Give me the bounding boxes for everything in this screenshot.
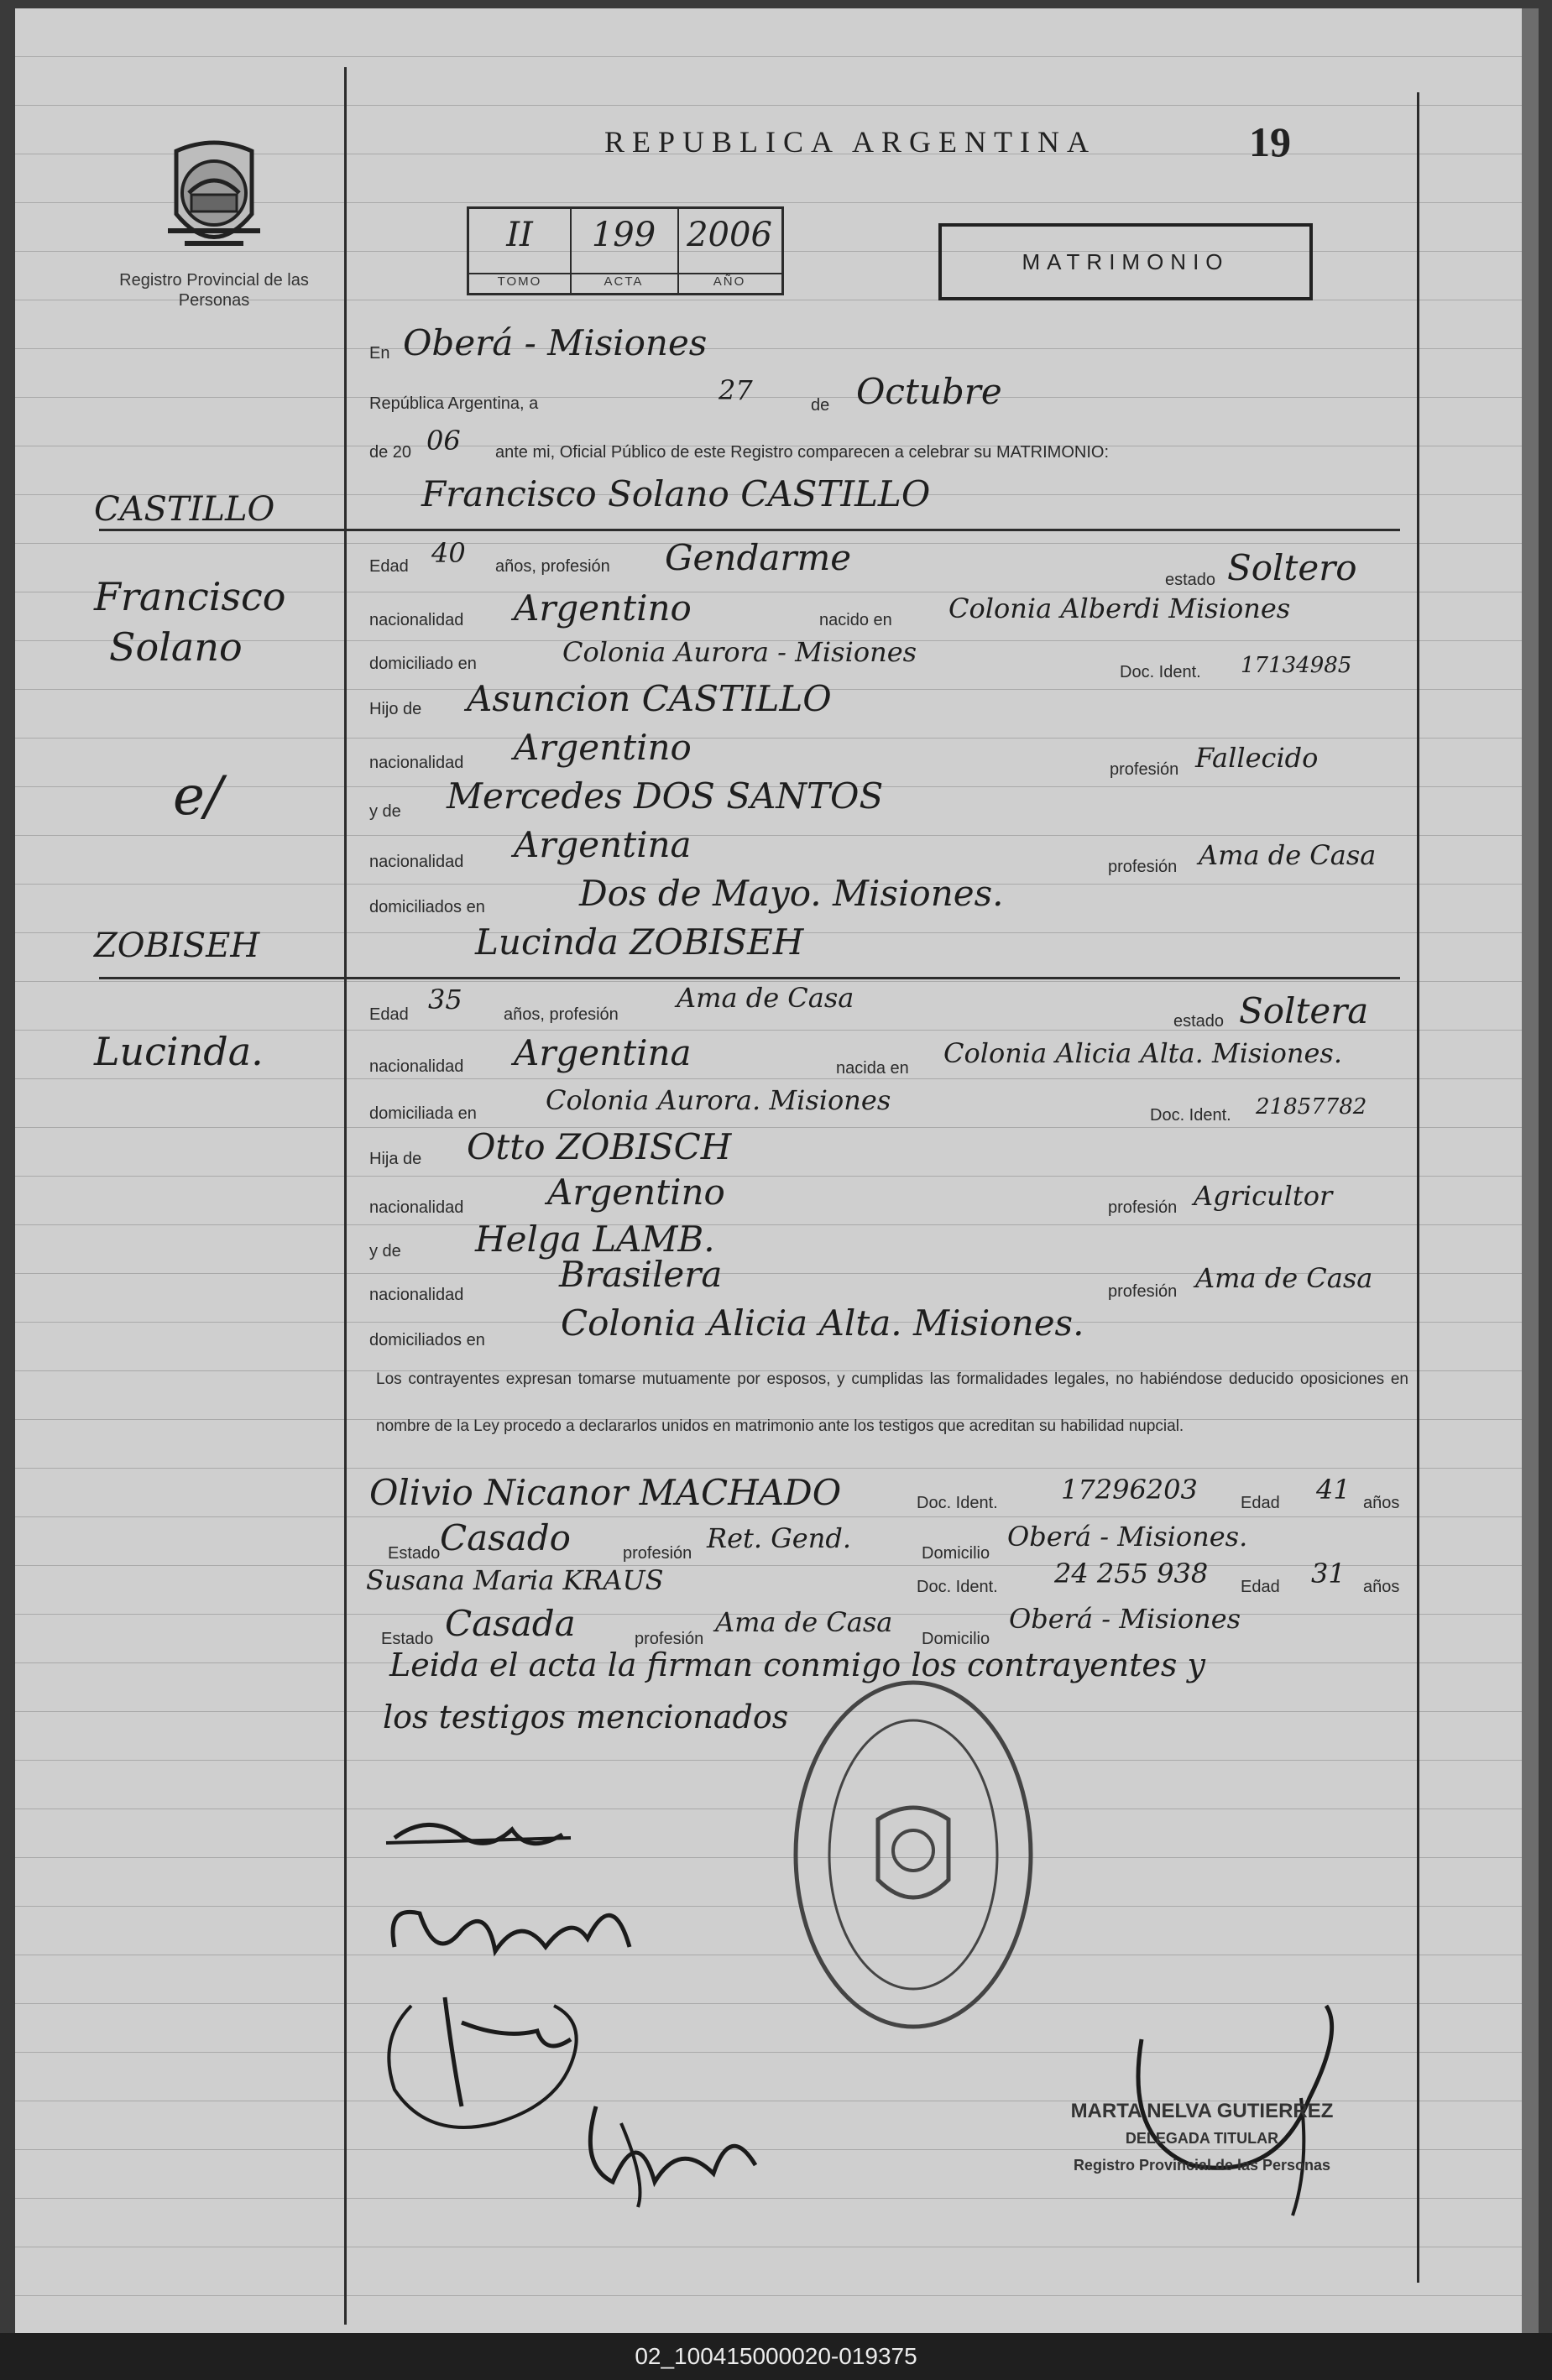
coat-of-arms-icon [151, 134, 277, 260]
groom-mother-name: Mercedes DOS SANTOS [447, 775, 884, 817]
bride-estado-label: estado [1173, 1012, 1225, 1031]
sidebar-groom-surname: CASTILLO [94, 490, 275, 529]
official-title-2: Registro Provincial de las Personas [1073, 2157, 1331, 2174]
tomo-cell [469, 209, 572, 293]
groom-birthplace: Colonia Alberdi Misiones [948, 592, 1291, 624]
witness-1-anios-label: años [1363, 1494, 1400, 1512]
country-title: REPUBLICA ARGENTINA [604, 125, 1097, 159]
groom-father-profession: Fallecido [1195, 742, 1319, 774]
closing-note-2: los testigos mencionados [383, 1699, 789, 1735]
en-label: En [369, 344, 390, 363]
witness-2-domicilio-label: Domicilio [922, 1630, 990, 1648]
acta-value: 199 [591, 216, 656, 254]
groom-full-name: Francisco Solano CASTILLO [421, 473, 931, 514]
witness-1-name: Olivio Nicanor MACHADO [369, 1472, 842, 1513]
ano-value: 2006 [687, 216, 772, 254]
page-number: 19 [1249, 118, 1291, 165]
acta-cell [570, 209, 679, 293]
groom-mother-nationality-label: nacionalidad [369, 853, 464, 871]
bride-parents-domicilio-label: domiciliados en [369, 1331, 485, 1349]
sidebar-conjunction: e/ [173, 765, 223, 827]
bride-hija-label: Hija de [369, 1150, 422, 1168]
bride-nationality: Argentina [514, 1032, 692, 1073]
groom-father-nationality-label: nacionalidad [369, 754, 464, 772]
closing-note-1: Leida el acta la firman conmigo los contrayentes y [389, 1647, 1205, 1683]
sidebar-groom-given-1: Francisco [94, 574, 286, 619]
groom-father-nationality: Argentino [514, 727, 692, 768]
year-suffix: 06 [426, 425, 461, 457]
tomo-value: II [506, 216, 533, 254]
day: 27 [719, 374, 753, 406]
bride-father-nationality: Argentino [547, 1172, 725, 1213]
document-type-box [938, 223, 1313, 300]
groom-parents-domicilio-label: domiciliados en [369, 898, 485, 916]
witness-1-civil-status: Casado [440, 1517, 571, 1558]
witness-1-edad-label: Edad [1241, 1494, 1280, 1512]
groom-hijo-label: Hijo de [369, 700, 422, 718]
registry-stamp [787, 1670, 1039, 2039]
bride-mother-nationality: Brasilera [559, 1254, 723, 1295]
bride-domicilio-label: domiciliada en [369, 1104, 477, 1123]
groom-domicilio-label: domiciliado en [369, 655, 477, 673]
bride-yde-label: y de [369, 1242, 401, 1260]
witness-2-civil-status: Casada [445, 1603, 576, 1644]
year-prefix: de 20 [369, 443, 412, 462]
bride-civil-status: Soltera [1239, 990, 1369, 1031]
groom-yde-label: y de [369, 802, 401, 821]
bride-birthplace: Colonia Alicia Alta. Misiones. [943, 1037, 1343, 1069]
groom-age-profesion-label: años, profesión [495, 557, 610, 576]
month: Octubre [856, 371, 1002, 412]
ano-cell [677, 209, 781, 293]
groom-parents-domicile: Dos de Mayo. Misiones. [579, 873, 1004, 914]
groom-age: 40 [431, 537, 466, 569]
de-label: de [811, 396, 830, 415]
official-title-1: DELEGADA TITULAR [1125, 2130, 1279, 2147]
signatures [361, 1788, 814, 2257]
sidebar-bride-given: Lucinda. [94, 1029, 264, 1074]
witness-2-doc-number: 24 255 938 [1054, 1558, 1209, 1589]
witness-2-age: 31 [1311, 1558, 1346, 1589]
margin-divider-left [344, 67, 347, 2325]
declaration-text: Los contrayentes expresan tomarse mutuamente por esposos, y cumplidas las formalidades legales, no habiéndose deducido oposiciones en nombre de la Ley procedo a declararlos unidos en matrimonio ante los testigos que acreditan su habilidad nupcial. [376, 1370, 1408, 1435]
margin-divider-right [1417, 92, 1419, 2283]
tomo-label: TOMO [469, 273, 570, 293]
sidebar-groom-given-2: Solano [109, 624, 243, 670]
groom-mother-nationality: Argentina [514, 824, 692, 865]
bride-age-profesion-label: años, profesión [504, 1005, 619, 1024]
witness-1-domicilio-label: Domicilio [922, 1544, 990, 1563]
witness-2-name: Susana Maria KRAUS [366, 1564, 664, 1596]
witness-1-age: 41 [1316, 1474, 1351, 1506]
place: Oberá - Misiones [403, 322, 708, 363]
groom-profession: Gendarme [665, 537, 852, 578]
bride-mother-profesion-label: profesión [1108, 1282, 1178, 1301]
bride-age: 35 [428, 984, 462, 1015]
groom-civil-status: Soltero [1227, 547, 1357, 588]
bride-mother-nationality-label: nacionalidad [369, 1286, 464, 1304]
bride-nacida-label: nacida en [836, 1059, 909, 1078]
groom-father-name: Asuncion CASTILLO [467, 678, 832, 719]
bride-doc-number: 21857782 [1256, 1094, 1367, 1120]
bride-mother-profession: Ama de Casa [1195, 1262, 1373, 1294]
registry-name: Registro Provincial de las Personas [119, 271, 309, 310]
bride-father-nationality-label: nacionalidad [369, 1198, 464, 1217]
bride-father-profesion-label: profesión [1108, 1198, 1178, 1217]
groom-estado-label: estado [1165, 571, 1216, 589]
bride-doc-label: Doc. Ident. [1150, 1106, 1231, 1125]
intro-text: ante mi, Oficial Público de este Registro comparecen a celebrar su MATRIMONIO: [495, 443, 1110, 462]
bride-domicile: Colonia Aurora. Misiones [546, 1084, 891, 1116]
witness-2-profesion-label: profesión [635, 1630, 704, 1648]
groom-nacido-label: nacido en [819, 611, 892, 629]
witness-2-edad-label: Edad [1241, 1578, 1280, 1596]
groom-nationality: Argentino [514, 587, 692, 629]
groom-doc-label: Doc. Ident. [1120, 663, 1201, 681]
bride-edad-label: Edad [369, 1005, 409, 1024]
bride-nacionalidad-label: nacionalidad [369, 1057, 464, 1076]
ano-label: AÑO [677, 273, 781, 293]
witness-1-estado-label: Estado [388, 1544, 441, 1563]
section-divider-groom [99, 529, 1400, 531]
witness-2-domicile: Oberá - Misiones [1009, 1603, 1241, 1635]
groom-father-profesion-label: profesión [1110, 760, 1179, 779]
sidebar-bride-surname: ZOBISEH [94, 926, 260, 965]
bride-full-name: Lucinda ZOBISEH [475, 921, 804, 963]
witness-1-profession: Ret. Gend. [707, 1522, 851, 1554]
witness-2-anios-label: años [1363, 1578, 1400, 1596]
groom-edad-label: Edad [369, 557, 409, 576]
section-divider-bride [99, 977, 1400, 979]
witness-2-doc-label: Doc. Ident. [917, 1578, 998, 1596]
groom-mother-profession: Ama de Casa [1199, 839, 1377, 871]
official-name: MARTA NELVA GUTIERREZ [1070, 2100, 1334, 2122]
bride-father-name: Otto ZOBISCH [467, 1126, 732, 1167]
witness-2-estado-label: Estado [381, 1630, 434, 1648]
witness-1-profesion-label: profesión [623, 1544, 692, 1563]
page-edge [1522, 8, 1539, 2333]
witness-1-doc-number: 17296203 [1061, 1474, 1198, 1506]
bride-mother-name: Helga LAMB. [475, 1219, 715, 1260]
bride-parents-domicile: Colonia Alicia Alta. Misiones. [561, 1302, 1084, 1344]
groom-mother-profesion-label: profesión [1108, 858, 1178, 876]
witness-1-domicile: Oberá - Misiones. [1007, 1521, 1248, 1553]
groom-domicile: Colonia Aurora - Misiones [562, 636, 917, 668]
groom-doc-number: 17134985 [1241, 653, 1352, 678]
bride-father-profession: Agricultor [1194, 1180, 1333, 1212]
official-stamp [1059, 2098, 1345, 2179]
witness-1-doc-label: Doc. Ident. [917, 1494, 998, 1512]
document-type: MATRIMONIO [1022, 249, 1230, 274]
file-id: 02_100415000020-019375 [635, 2343, 917, 2369]
acta-label: ACTA [570, 273, 677, 293]
groom-nacionalidad-label: nacionalidad [369, 611, 464, 629]
witness-2-profession: Ama de Casa [715, 1606, 893, 1638]
republic-label: República Argentina, a [369, 394, 539, 413]
tomo-acta-ano-box [467, 206, 784, 295]
bride-profession: Ama de Casa [677, 982, 854, 1014]
